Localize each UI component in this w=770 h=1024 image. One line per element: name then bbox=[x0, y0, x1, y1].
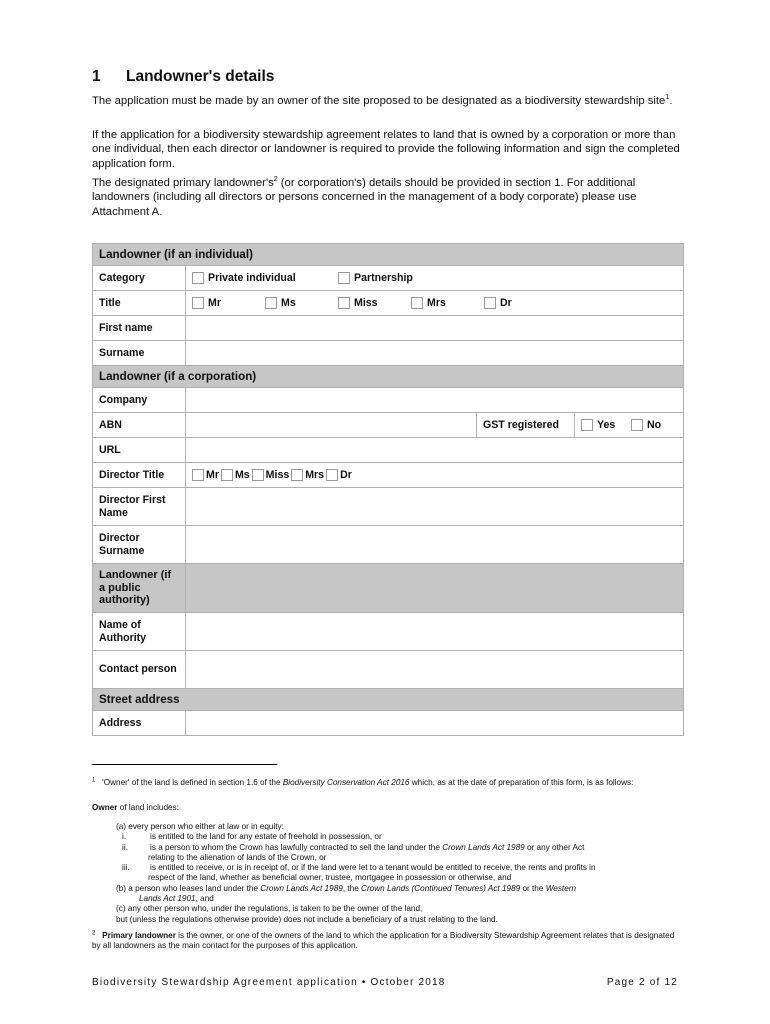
owner-definition-intro: Owner of land includes: bbox=[92, 803, 179, 812]
contact-person-row bbox=[93, 651, 684, 689]
category-private-individual-checkbox[interactable]: Private individual bbox=[192, 272, 338, 284]
clause-a: (a) every person who either at law or in equity: bbox=[116, 822, 284, 831]
street-address-section-header: Street address bbox=[93, 689, 684, 711]
director-surname-row bbox=[93, 526, 684, 564]
footnote-2: $^2$ Primary landowner is the owner, or one of the owners of the land to which the application for a Biodiversity Stewardship Agreement relates that is designated by all landowners as the main contact for the purposes of this application. bbox=[92, 930, 675, 951]
footer-document-title: Biodiversity Stewardship Agreement application • October 2018 bbox=[92, 977, 446, 988]
authority-name-field[interactable] bbox=[186, 613, 684, 651]
company-field[interactable] bbox=[186, 388, 684, 413]
individual-section-header: Landowner (if an individual) bbox=[93, 244, 684, 266]
surname-field[interactable] bbox=[186, 341, 684, 366]
address-row bbox=[93, 711, 684, 736]
first-name-row bbox=[93, 316, 684, 341]
landowner-details-form bbox=[92, 243, 684, 736]
url-field[interactable] bbox=[186, 438, 684, 463]
gst-no-checkbox[interactable]: No bbox=[631, 419, 661, 431]
category-row bbox=[93, 266, 684, 291]
director-first-name-field[interactable] bbox=[186, 488, 684, 526]
title-label: Title bbox=[93, 291, 186, 316]
director-title-mrs-checkbox[interactable]: Mrs bbox=[291, 469, 326, 481]
company-row bbox=[93, 388, 684, 413]
director-title-ms-checkbox[interactable]: Ms bbox=[221, 469, 252, 481]
public-authority-section-header: Landowner (if a public authority) bbox=[93, 564, 684, 613]
title-row bbox=[93, 291, 684, 316]
title-miss-checkbox[interactable]: Miss bbox=[338, 297, 411, 309]
gst-yes-checkbox[interactable]: Yes bbox=[581, 419, 631, 431]
director-title-miss-checkbox[interactable]: Miss bbox=[252, 469, 292, 481]
footnote-ref-2[interactable]: 2 bbox=[273, 176, 278, 184]
address-label: Address bbox=[93, 711, 186, 736]
surname-row bbox=[93, 341, 684, 366]
clause-c: (c) any other person who, under the regulations, is taken to be the owner of the land, bbox=[116, 904, 423, 914]
title-mrs-checkbox[interactable]: Mrs bbox=[411, 297, 484, 309]
title-mr-checkbox[interactable]: Mr bbox=[192, 297, 265, 309]
director-first-name-label: Director First Name bbox=[93, 488, 186, 526]
category-partnership-checkbox[interactable]: Partnership bbox=[338, 272, 413, 284]
clause-b: (b) a person who leases land under the Crown Lands Act 1989, the Crown Lands (Continued Tenures) Act 1989 or the Western bbox=[116, 883, 577, 893]
abn-row bbox=[93, 413, 684, 438]
director-first-name-row bbox=[93, 488, 684, 526]
director-surname-field[interactable] bbox=[186, 526, 684, 564]
gst-registered-label: GST registered bbox=[477, 413, 575, 438]
footnote-divider bbox=[92, 764, 277, 765]
address-field[interactable] bbox=[186, 711, 684, 736]
director-surname-label: Director Surname bbox=[93, 526, 186, 564]
section-title: Landowner's details bbox=[126, 68, 275, 85]
surname-label: Surname bbox=[93, 341, 186, 366]
first-name-field[interactable] bbox=[186, 316, 684, 341]
contact-person-label: Contact person bbox=[93, 651, 186, 689]
director-title-dr-checkbox[interactable]: Dr bbox=[326, 469, 352, 481]
first-name-label: First name bbox=[93, 316, 186, 341]
clause-a-iii: iii. is entitled to receive, or is in receipt of, or if the land were let to a tenant would be entitled to receive, the rents and profits in bbox=[122, 863, 596, 873]
section-number: 1 bbox=[92, 68, 101, 85]
intro-paragraph-2: If the application for a biodiversity stewardship agreement relates to land that is owned by a corporation or more than one individual, then each director or landowner is required to provide the following information and sign the completed application form. bbox=[92, 129, 680, 170]
url-label: URL bbox=[93, 438, 186, 463]
category-label: Category bbox=[93, 266, 186, 291]
corporation-section-header: Landowner (if a corporation) bbox=[93, 366, 684, 388]
director-title-row bbox=[93, 463, 684, 488]
section-heading bbox=[92, 68, 274, 86]
clause-a-i: i. is entitled to the land for any estate of freehold in possession, or bbox=[122, 832, 382, 842]
clause-a-ii: ii. is a person to whom the Crown has lawfully contracted to sell the land under the Crown Lands Act 1989 or any other Act bbox=[122, 842, 585, 852]
intro-paragraph-1: The application must be made by an owner of the site proposed to be designated as a biodiversity stewardship site$^1$. bbox=[92, 94, 673, 107]
contact-person-field[interactable] bbox=[186, 651, 684, 689]
footer-page-number: Page 2 of 12 bbox=[606, 977, 678, 988]
owner-definition-list: (a) every person who either at law or in equity: i. is entitled to the land for any estate of freehold in possession, or ii. is a person to whom the Crown has lawfully contracted to sell the land under the Crown Lands Act 1989 or any other Act relating to the alienation of lands of the Crown, or iii. is entitled to receive, or is in receipt of, or if the land were let to a tenant would be entitled to receive, the rents and profits in respect of the land, whether as beneficial owner, trustee, mortgagee in possession or otherwise, and (b) a person who leases land under the Crown Lands Act 1989, the Crown Lands (Continued Tenures) Act 1989 or the Western Lands Act 1901, and (c) any other person who, under the regulations, is taken to be the owner of the land, but (unless the regulations otherwise provide) does not include a beneficiary of a trust relating to the land. bbox=[116, 822, 686, 925]
company-label: Company bbox=[93, 388, 186, 413]
authority-name-label: Name of Authority bbox=[93, 613, 186, 651]
footnote-ref-1[interactable]: 1 bbox=[665, 94, 670, 102]
intro-paragraph-3: The designated primary $landowner's^2$ (or corporation's) details should be provided in section 1. For additional landowners (including all directors or persons concerned in the management of a body corporate) please use Attachment A. bbox=[92, 176, 637, 218]
title-ms-checkbox[interactable]: Ms bbox=[265, 297, 338, 309]
clause-but: but (unless the regulations otherwise provide) does not include a beneficiary of a trust relating to the land. bbox=[116, 914, 498, 924]
director-title-label: Director Title bbox=[93, 463, 186, 488]
director-title-mr-checkbox[interactable]: Mr bbox=[192, 469, 221, 481]
title-dr-checkbox[interactable]: Dr bbox=[484, 297, 512, 309]
authority-name-row bbox=[93, 613, 684, 651]
abn-field[interactable] bbox=[186, 413, 477, 438]
url-row bbox=[93, 438, 684, 463]
abn-label: ABN bbox=[93, 413, 186, 438]
footnote-1: $^1$ 'Owner' of the land is defined in section 1.6 of the Biodiversity Conservation Act 2016 which, as at the date of preparation of this form, is as follows: bbox=[92, 777, 634, 787]
